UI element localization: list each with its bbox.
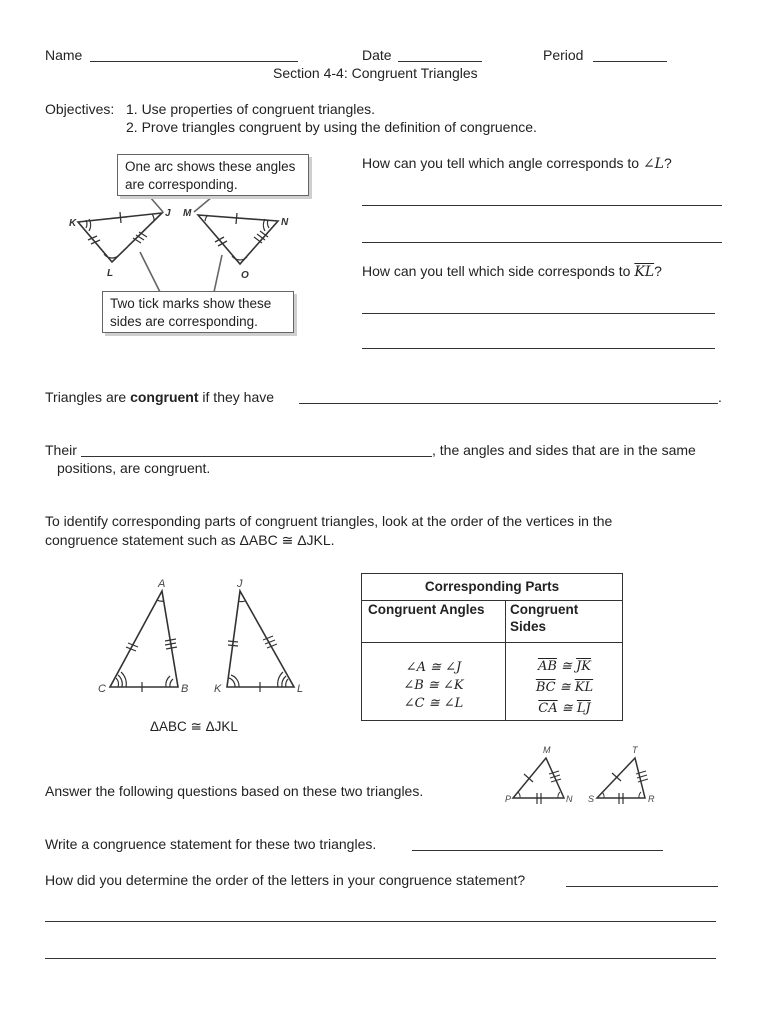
- side-AB: $\overline{AB}$: [537, 659, 557, 674]
- side-KL: $\overline{KL}$: [574, 680, 594, 695]
- how-blank-2[interactable]: [45, 921, 716, 922]
- callout-ticks-text: Two tick marks show these sides are corresponding.: [110, 296, 272, 329]
- section-title: Section 4-4: Congruent Triangles: [273, 65, 478, 81]
- answer-intro: Answer the following questions based on these two triangles.: [45, 783, 424, 799]
- vertex-J: J: [165, 208, 171, 219]
- identify-line-1: To identify corresponding parts of congruent triangles, look at the order of the vertices in the: [45, 513, 613, 529]
- vertex-L2: L: [297, 683, 304, 695]
- vertex-M: M: [183, 208, 192, 219]
- segment-KL-symbol: $\overline{KL}$: [634, 264, 655, 280]
- vertex-J2: J: [237, 578, 243, 590]
- vertex-K: K: [69, 218, 77, 229]
- vertex-P3: P: [505, 794, 512, 804]
- callout-arc-text: One arc shows these angles are corresponding.: [125, 159, 296, 192]
- definition-bold-term: congruent: [130, 389, 199, 405]
- write-statement-question: Write a congruence statement for these two triangles.: [45, 836, 377, 852]
- angle-pair-2: ∠B ≅ ∠K: [403, 678, 464, 693]
- vertex-B: B: [181, 683, 189, 695]
- their-prefix: Their: [45, 442, 77, 458]
- angle-L-symbol: ∠L: [642, 156, 664, 172]
- table-col-sides: Congruent Sides: [510, 602, 579, 634]
- cong-symbol: ≅: [561, 701, 573, 716]
- definition-period: .: [718, 389, 722, 405]
- their-suffix: , the angles and sides that are in the same: [432, 442, 696, 458]
- how-blank-1[interactable]: [566, 886, 718, 887]
- cong-symbol: ≅: [561, 659, 572, 674]
- question-side-mark: ?: [654, 263, 662, 279]
- angle-pair-3: ∠C ≅ ∠L: [403, 696, 464, 711]
- vertex-A: A: [158, 578, 166, 590]
- congruence-caption: ΔABC ≅ ΔJKL: [150, 719, 238, 734]
- objectives-label: Objectives:: [45, 101, 115, 117]
- their-line2: positions, are congruent.: [57, 460, 211, 476]
- angle-pair-1: ∠A ≅ ∠J: [405, 660, 462, 675]
- objective-1: 1. Use properties of congruent triangles.: [126, 101, 376, 117]
- vertex-R3: R: [648, 794, 655, 804]
- vertex-T3: T: [632, 745, 638, 755]
- vertex-O: O: [241, 270, 249, 281]
- date-label: Date: [362, 47, 392, 63]
- definition-prefix: Triangles are: [45, 389, 131, 405]
- definition-suffix: if they have: [198, 389, 275, 405]
- vertex-N: N: [281, 217, 289, 228]
- vertex-C: C: [98, 683, 106, 695]
- question-angle-mark: ?: [663, 155, 672, 171]
- vertex-M3: M: [543, 745, 551, 755]
- statement-blank[interactable]: [412, 850, 663, 851]
- vertex-N3: N: [566, 794, 573, 804]
- side-LJ: $\overline{LJ}$: [576, 701, 591, 716]
- how-determine-question: How did you determine the order of the letters in your congruence statement?: [45, 872, 526, 888]
- table-title: Corresponding Parts: [362, 574, 622, 601]
- side-CA: $\overline{CA}$: [538, 701, 558, 716]
- name-label: Name: [45, 47, 83, 63]
- period-label: Period: [543, 47, 584, 63]
- vertex-K2: K: [214, 683, 222, 695]
- cong-symbol: ≅: [559, 680, 571, 695]
- side-BC: $\overline{BC}$: [535, 680, 556, 695]
- objective-2: 2. Prove triangles congruent by using the definition of congruence.: [126, 119, 537, 135]
- vertex-L: L: [107, 268, 114, 279]
- side-JK: $\overline{JK}$: [576, 659, 592, 674]
- identify-line-2: congruence statement such as ΔABC ≅ ΔJKL.: [45, 532, 335, 548]
- table-col-angles: Congruent Angles: [368, 602, 485, 617]
- question-angle-text: How can you tell which angle corresponds to: [362, 155, 643, 171]
- question-side-text: How can you tell which side corresponds to: [362, 263, 635, 279]
- vertex-S3: S: [588, 794, 595, 804]
- how-blank-3[interactable]: [45, 958, 716, 959]
